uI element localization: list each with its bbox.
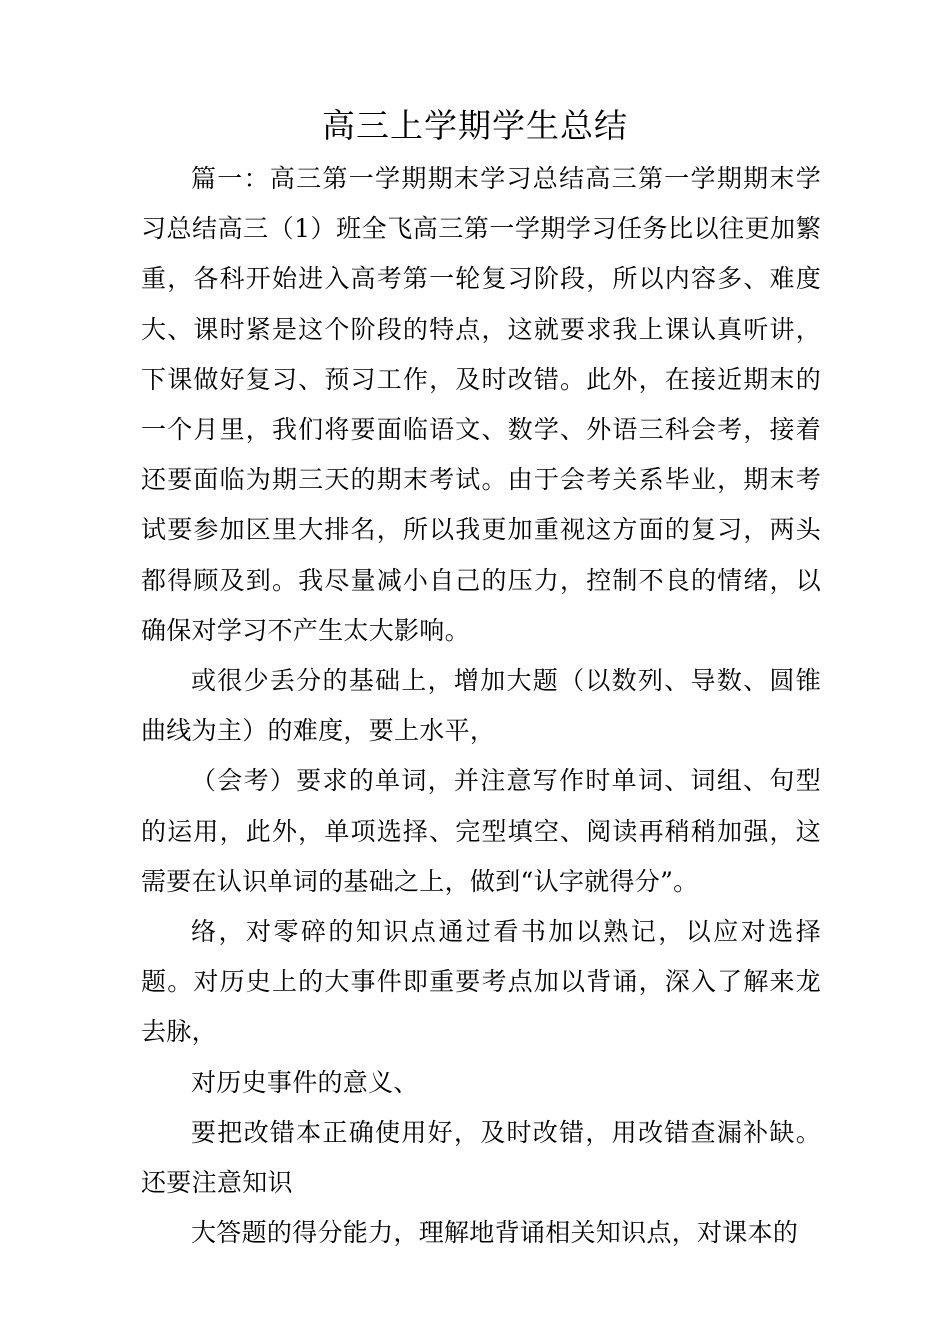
paragraph-4: 络，对零碎的知识点通过看书加以熟记，以应对选择题。对历史上的大事件即重要考点加以背诵，深入了解来龙去脉， [141, 917, 821, 1047]
paragraph-6: 要把改错本正确使用好，及时改错，用改错查漏补缺。还要注意知识 [141, 1117, 821, 1198]
paragraph-3: （会考）要求的单词，并注意写作时单词、词组、句型的运用，此外，单项选择、完型填空、阅读再稍稍加强，这需要在认识单词的基础之上，做到“认字就得分”。 [141, 766, 821, 896]
document-title: 高三上学期学生总结 [322, 106, 628, 145]
paragraph-7: 大答题的得分能力，理解地背诵相关知识点，对课本的 [191, 1218, 799, 1248]
document-body [141, 154, 821, 1258]
paragraph-5: 对历史事件的意义、 [191, 1067, 419, 1097]
paragraph-2: 或很少丢分的基础上，增加大题（以数列、导数、圆锥曲线为主）的难度，要上水平， [141, 666, 821, 746]
paragraph-1: 篇一：高三第一学期期末学习总结高三第一学期期末学习总结高三（1）班全飞高三第一学期学习任务比以往更加繁重，各科开始进入高考第一轮复习阶段，所以内容多、难度大、课时紧是这个阶段的特点，这就要求我上课认真听讲，下课做好复习、预习工作，及时改错。此外，在接近期末的一个月里，我们将要面临语文、数学、外语三科会考，接着还要面临为期三天的期末考试。由于会考关系毕业，期末考试要参加区里大排名，所以我更加重视这方面的复习，两头都得顾及到。我尽量减小自己的压力，控制不良的情绪，以确保对学习不产生太大影响。 [141, 164, 821, 645]
